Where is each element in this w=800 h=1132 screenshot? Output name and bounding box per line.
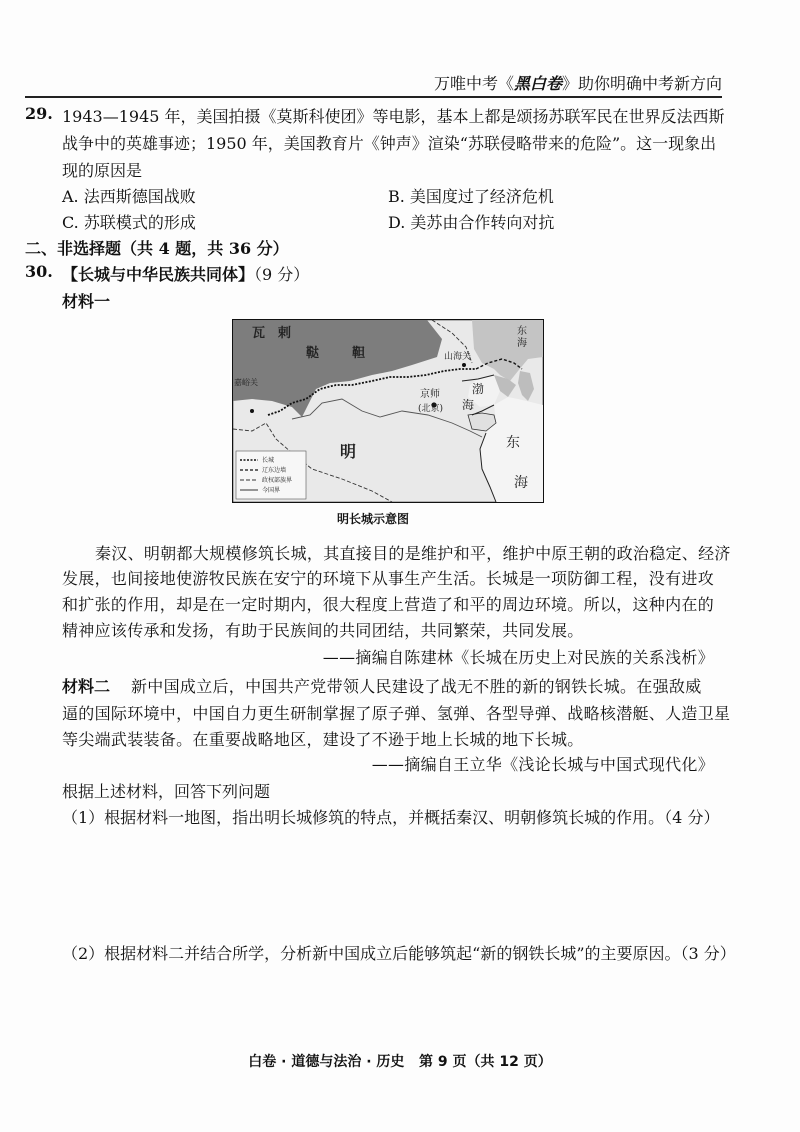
label-shanhaiguan: 山海关 [444,352,472,362]
label-sea-sea: 海 [514,475,528,491]
running-header: 万唯中考《黑白卷》助你明确中考新方向 [433,74,722,93]
q29-stem-line1: 1943—1945 年，美国拍摄《莫斯科使团》等电影，基本上都是颂扬苏联军民在世界反法西斯 [62,107,725,126]
label-jing: 靼 [352,346,366,361]
q30-heading [62,262,309,285]
section2-title: 二、非选择题（共 4 题，共 36 分） [25,239,289,258]
label-dada: 鞑 [306,346,320,361]
q30-title: 【长城与中华民族共同体】 [62,265,255,284]
material1-label: 材料一 [62,292,111,311]
answer-prompt: 根据上述材料，回答下列问题 [62,782,271,801]
header-rule [25,96,722,98]
q29-option-d[interactable]: D. 美苏由合作转向对抗 [388,213,555,232]
label-sea-east: 东 [506,435,520,451]
m2-source: ——摘编自王立华《浅论长城与中国式现代化》 [371,755,714,774]
label-la: 剌 [278,326,292,341]
label-wala: 瓦 [252,326,266,341]
sub-question-2: （2）根据材料二并结合所学，分析新中国成立后能够筑起“新的钢铁长城”的主要原因。（3 分） [62,944,736,963]
m1-line: 发展，也间接地使游牧民族在安宁的环境下从事生产生活。长城是一项防御工程，没有进攻 [62,569,715,588]
map-legend [236,451,306,499]
q29-stem-line2: 战争中的英雄事迹；1950 年，美国教育片《钟声》渲染“苏联侵略带来的危险”。这一现象出 [62,134,717,153]
label-hai: 海 [517,338,527,349]
m1-line: 和扩张的作用，却是在一定时期内，很大程度上营造了和平的周边环境。所以，这种内在的 [62,595,715,614]
q29-number: 29. [25,104,53,123]
q29-option-c[interactable]: C. 苏联模式的形成 [62,213,196,232]
m1-line: 精神应该传承和发扬，有助于民族间的共同团结，共同繁荣，共同发展。 [62,621,584,640]
legend-great-wall: 长城 [262,457,275,464]
label-beijing: (北京) [418,404,444,414]
m1-line: 秦汉、明朝都大规模修筑长城，其直接目的是维护和平，维护中原王朝的政治稳定、经济 [95,544,731,563]
m2-line: 新中国成立后，中国共产党带领人民建设了战无不胜的新的钢铁长城。在强敌威 [131,677,702,696]
label-bohai-hai: 海 [462,398,475,412]
label-dong: 东 [517,326,527,337]
m2-line: 等尖端武装装备。在重要战略地区，建设了不逊于地上长城的地下长城。 [62,730,584,749]
brand-name: 黑白卷 [513,74,562,93]
label-jiayuguan: 嘉峪关 [234,378,258,387]
legend-national-border: 今国界 [262,487,281,494]
q30-number: 30. [25,262,53,281]
q29-option-a[interactable]: A. 法西斯德国战败 [62,187,196,206]
label-jingshi: 京师 [420,389,440,400]
ming-great-wall-map [232,319,544,503]
label-ming: 明 [340,442,357,461]
label-bo: 渤 [472,382,485,396]
page-footer: 白卷 · 道德与法治 · 历史 第 9 页（共 12 页） [248,1054,552,1070]
legend-liaodong-wall: 辽东边墙 [262,467,287,474]
q30-score: （9 分） [254,265,310,284]
map-caption: 明长城示意图 [337,512,410,526]
legend-regime-boundary: 政权部族界 [262,477,293,484]
q29-option-b[interactable]: B. 美国度过了经济危机 [388,187,554,206]
q29-stem-line3: 现的原因是 [62,161,143,180]
material2-label: 材料二 [62,677,111,696]
sub-question-1: （1）根据材料一地图，指出明长城修筑的特点，并概括秦汉、明朝修筑长城的作用。（4 分） [62,808,720,827]
m2-line: 逼的国际环境中，中国自力更生研制掌握了原子弹、氢弹、各型导弹、战略核潜艇、人造卫星 [62,704,731,723]
shanhaiguan-marker [462,363,466,367]
m1-source: ——摘编自陈建林《长城在历史上对民族的关系浅析》 [322,648,714,667]
jiayuguan-marker [250,409,254,413]
